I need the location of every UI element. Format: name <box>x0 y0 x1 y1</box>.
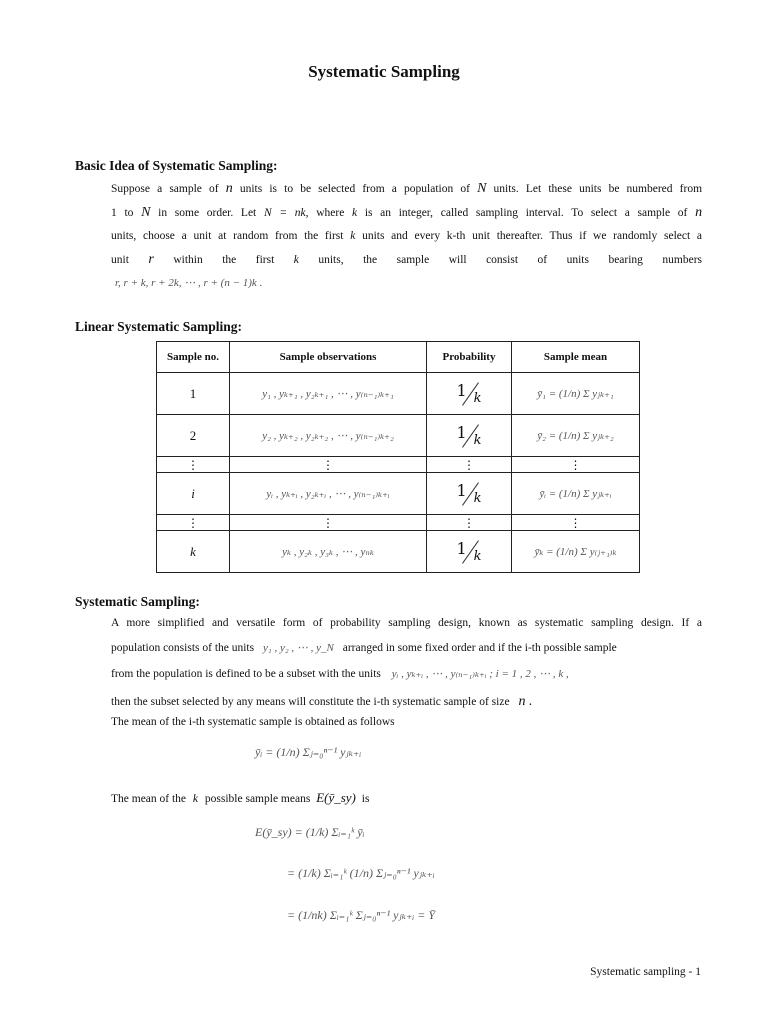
cell-sample-mean: ȳ₁ = (1/n) Σ yⱼₖ₊₁ <box>512 373 640 415</box>
cell-sample-no: ⋮ <box>157 515 230 531</box>
unit-numbers-formula: r, r + k, r + 2k, ⋯ , r + (n − 1)k . <box>115 277 263 289</box>
cell-probability: 1 k <box>427 531 512 573</box>
cell-sample-no: ⋮ <box>157 457 230 473</box>
equation-expectation-3: = (1/nk) Σᵢ₌₁ᵏ Σⱼ₌₀ⁿ⁻¹ yⱼₖ₊ᵢ = Ȳ <box>287 908 436 922</box>
cell-observations: ⋮ <box>230 457 427 473</box>
table-row <box>157 531 640 573</box>
cell-sample-mean: ⋮ <box>512 515 640 531</box>
col-header-sample-no: Sample no. <box>157 342 230 373</box>
cell-sample-mean: ȳₖ = (1/n) Σ y₍ⱼ₊₁₎ₖ <box>512 531 640 573</box>
section-heading-basic-idea: Basic Idea of Systematic Sampling: <box>75 158 278 173</box>
table-row <box>157 473 640 515</box>
cell-sample-mean: ⋮ <box>512 457 640 473</box>
sys-line-3: from the population is defined to be a subset with the units yᵢ , yₖ₊ᵢ , ⋯ , y₍ₙ₋₁₎ₖ₊ᵢ ; i = 1 , 2 , ⋯ , k , <box>111 668 569 680</box>
cell-observations: yₖ , y₂ₖ , y₃ₖ , ⋯ , yₙₖ <box>230 531 427 573</box>
cell-sample-mean: ȳᵢ = (1/n) Σ yⱼₖ₊ᵢ <box>512 473 640 515</box>
systematic-paragraph <box>111 612 702 635</box>
cell-sample-no: 2 <box>157 415 230 457</box>
cell-probability: ⋮ <box>427 457 512 473</box>
cell-observations: y₁ , yₖ₊₁ , y₂ₖ₊₁ , ⋯ , y₍ₙ₋₁₎ₖ₊₁ <box>230 373 427 415</box>
table-row <box>157 457 640 473</box>
col-header-probability: Probability <box>427 342 512 373</box>
para-line-3: units, choose a unit at random from the first k units and every k-th unit thereafter. Thus if we randomly select a <box>111 230 703 242</box>
equation-expectation-1: E(ȳ_sy) = (1/k) Σᵢ₌₁ᵏ ȳᵢ <box>255 825 365 839</box>
cell-sample-no: i <box>157 473 230 515</box>
table-row <box>157 415 640 457</box>
table-header-row <box>157 342 640 373</box>
systematic-sample-table <box>156 341 640 573</box>
cell-sample-no: k <box>157 531 230 573</box>
section-heading-systematic: Systematic Sampling: <box>75 594 200 609</box>
cell-sample-no: 1 <box>157 373 230 415</box>
equation-expectation-2: = (1/k) Σᵢ₌₁ᵏ (1/n) Σⱼ₌₀ⁿ⁻¹ yⱼₖ₊ᵢ <box>287 866 435 880</box>
para-line-4: unit r within the first k units, the sample will consist of units bearing numbers <box>111 252 703 267</box>
para-line-1: Suppose a sample of n units is to be selected from a population of N units. Let these units be numbered from <box>111 181 703 196</box>
cell-observations: yᵢ , yₖ₊ᵢ , y₂ₖ₊ᵢ , ⋯ , y₍ₙ₋₁₎ₖ₊ᵢ <box>230 473 427 515</box>
equation-sample-mean: ȳᵢ = (1/n) Σⱼ₌₀ⁿ⁻¹ yⱼₖ₊ᵢ <box>255 745 362 759</box>
section-heading-linear: Linear Systematic Sampling: <box>75 319 243 334</box>
sys-line-6: The mean of the k possible sample means E(ȳ_sy) is <box>111 790 370 805</box>
sys-line-4: then the subset selected by any means will constitute the i-th systematic sample of size n . <box>111 694 533 709</box>
cell-observations: ⋮ <box>230 515 427 531</box>
cell-sample-mean: ȳ₂ = (1/n) Σ yⱼₖ₊₂ <box>512 415 640 457</box>
sys-line-2: population consists of the units y₁ , y₂ , ⋯ , y_N arranged in some fixed order and if the i-th possible sample <box>111 642 617 654</box>
basic-idea-paragraph <box>111 177 702 295</box>
cell-probability: 1 k <box>427 415 512 457</box>
cell-observations: y₂ , yₖ₊₂ , y₂ₖ₊₂ , ⋯ , y₍ₙ₋₁₎ₖ₊₂ <box>230 415 427 457</box>
table-row <box>157 373 640 415</box>
page-title: Systematic Sampling <box>308 62 460 81</box>
table-row <box>157 515 640 531</box>
col-header-observations: Sample observations <box>230 342 427 373</box>
col-header-sample-mean: Sample mean <box>512 342 640 373</box>
cell-probability: 1 k <box>427 373 512 415</box>
cell-probability: ⋮ <box>427 515 512 531</box>
page-footer: Systematic sampling - 1 <box>590 966 701 978</box>
sys-line-1: A more simplified and versatile form of probability sampling design, known as systematic sampling design. If a <box>111 617 702 629</box>
para-line-2: 1 to N in some order. Let N = nk, where k is an integer, called sampling interval. To select a sample of n <box>111 205 703 220</box>
cell-probability: 1 k <box>427 473 512 515</box>
sys-line-5: The mean of the i-th systematic sample is obtained as follows <box>111 716 395 728</box>
